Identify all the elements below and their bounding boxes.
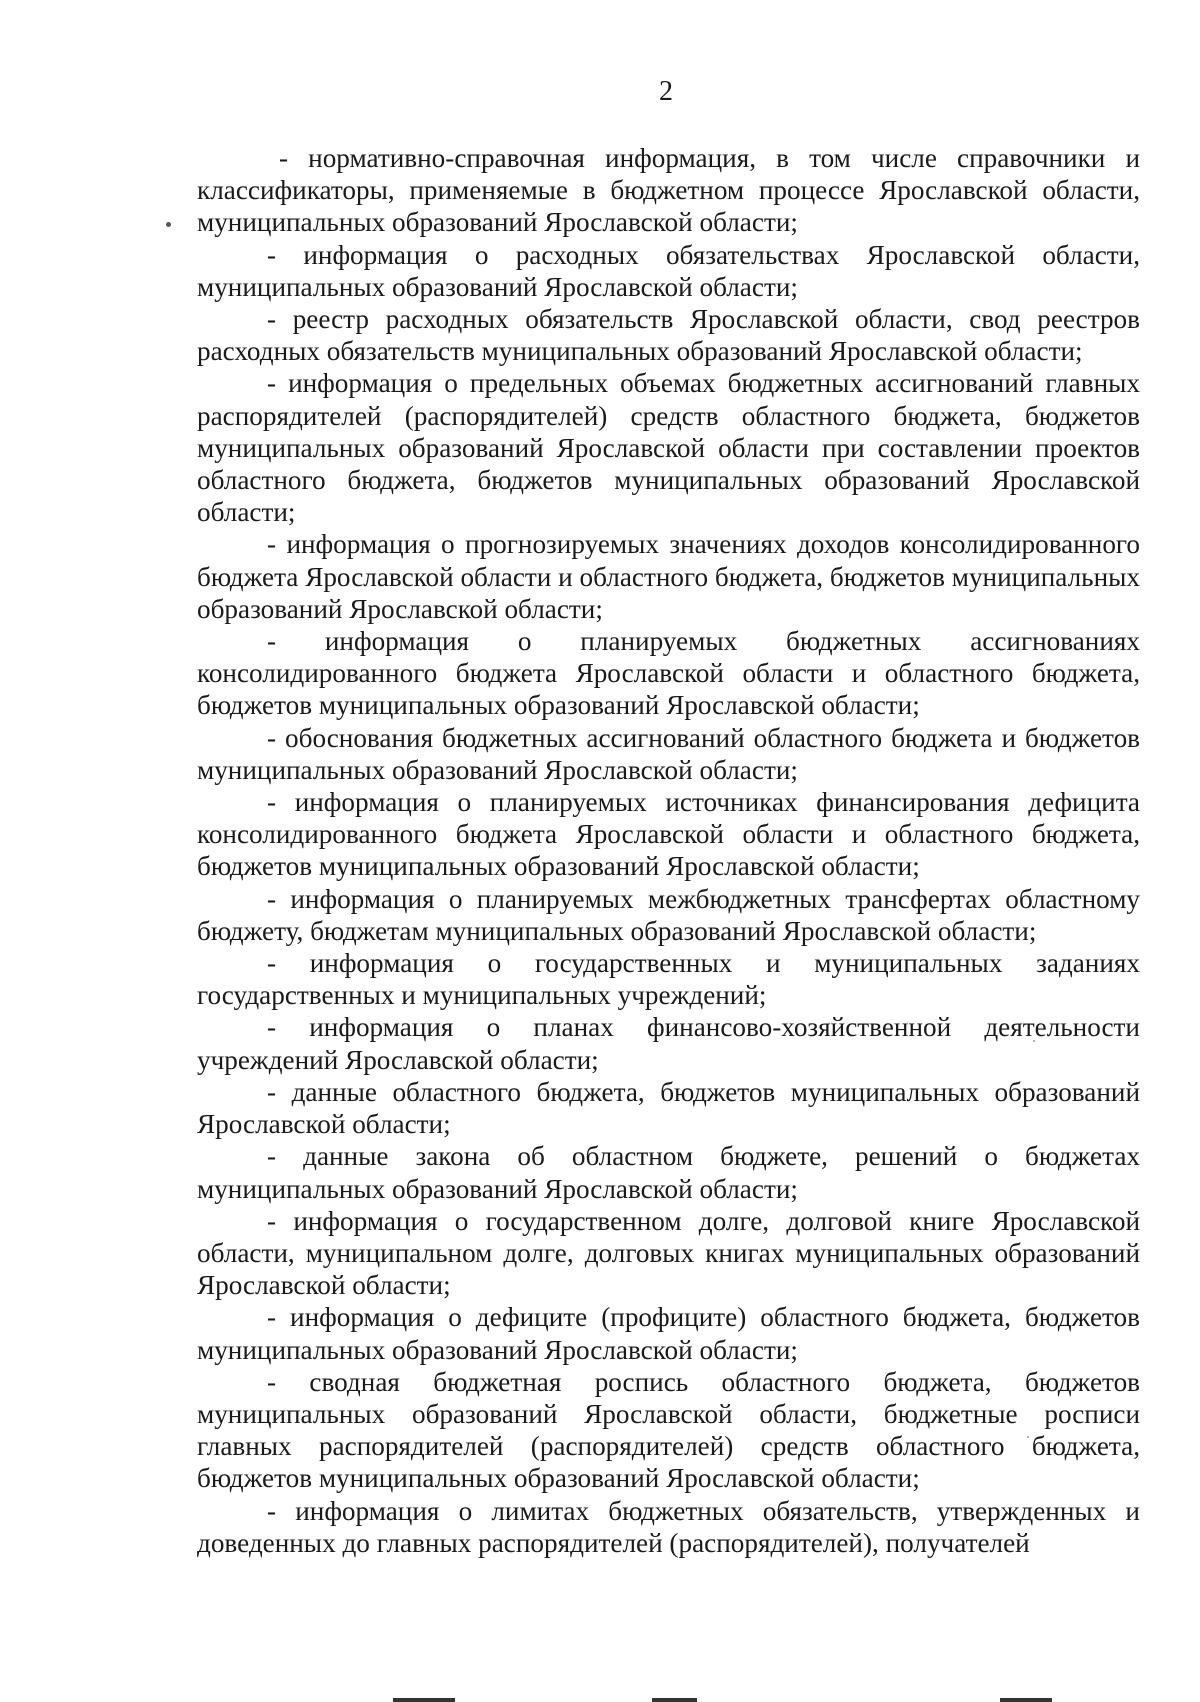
list-item: - информация о лимитах бюджетных обязательств, утвержденных и доведенных до главных распорядителей (распорядителей), получателей (197, 1495, 1140, 1558)
list-item: - информация о прогнозируемых значениях доходов консолидированного бюджета Ярославской области и областного бюджета, бюджетов муниципальных образований Ярославской области; (197, 529, 1140, 624)
scan-edge-mark (652, 1698, 697, 1702)
list-item: - нормативно-справочная информация, в том числе справочники и классификаторы, применяемые в бюджетном процессе Ярославской области, муниципальных образований Ярославской области; (197, 143, 1140, 238)
list-item: - информация о планируемых бюджетных ассигнованиях консолидированного бюджета Ярославской области и областного бюджета, бюджетов муниципальных образований Ярославской области; (197, 626, 1140, 721)
list-item: - обоснования бюджетных ассигнований областного бюджета и бюджетов муниципальных образований Ярославской области; (197, 722, 1140, 785)
list-item: - информация о планируемых источниках финансирования дефицита консолидированного бюджета Ярославской области и областного бюджета, бюджетов муниципальных образований Ярославской области; (197, 787, 1140, 882)
list-item: - данные закона об областном бюджете, решений о бюджетах муниципальных образований Ярославской области; (197, 1141, 1140, 1204)
list-item: - информация о государственных и муниципальных заданиях государственных и муниципальных учреждений; (197, 948, 1140, 1011)
list-item: - сводная бюджетная роспись областного бюджета, бюджетов муниципальных образований Ярославской области, бюджетные росписи главных распорядителей (распорядителей) средств областного бюджета, бюджетов муниципальных образований Ярославской области; (197, 1366, 1140, 1494)
scan-speck (166, 222, 171, 227)
scan-edge-mark (393, 1698, 455, 1702)
list-item: - информация о предельных объемах бюджетных ассигнований главных распорядителей (распорядителей) средств областного бюджета, бюджетов муниципальных образований Ярославской области при составлении проектов областного бюджета, бюджетов муниципальных образований Ярославской области; (197, 368, 1140, 528)
page-number: 2 (659, 76, 673, 107)
list-item: - информация о планах финансово-хозяйственной деятельности учреждений Ярославской области; (197, 1012, 1140, 1075)
document-body (197, 142, 1140, 1559)
list-item: - информация о расходных обязательствах Ярославской области, муниципальных образований Ярославской области; (197, 239, 1140, 302)
list-item: - информация о планируемых межбюджетных трансфертах областному бюджету, бюджетам муниципальных образований Ярославской области; (197, 883, 1140, 946)
list-item: - реестр расходных обязательств Ярославской области, свод реестров расходных обязательств муниципальных образований Ярославской области; (197, 304, 1140, 367)
list-item: - информация о государственном долге, долговой книге Ярославской области, муниципальном долге, долговых книгах муниципальных образований Ярославской области; (197, 1205, 1140, 1301)
scan-edge-mark (1000, 1698, 1052, 1702)
list-item: - данные областного бюджета, бюджетов муниципальных образований Ярославской области; (197, 1076, 1140, 1140)
list-item: - информация о дефиците (профиците) областного бюджета, бюджетов муниципальных образований Ярославской области; (197, 1302, 1140, 1365)
